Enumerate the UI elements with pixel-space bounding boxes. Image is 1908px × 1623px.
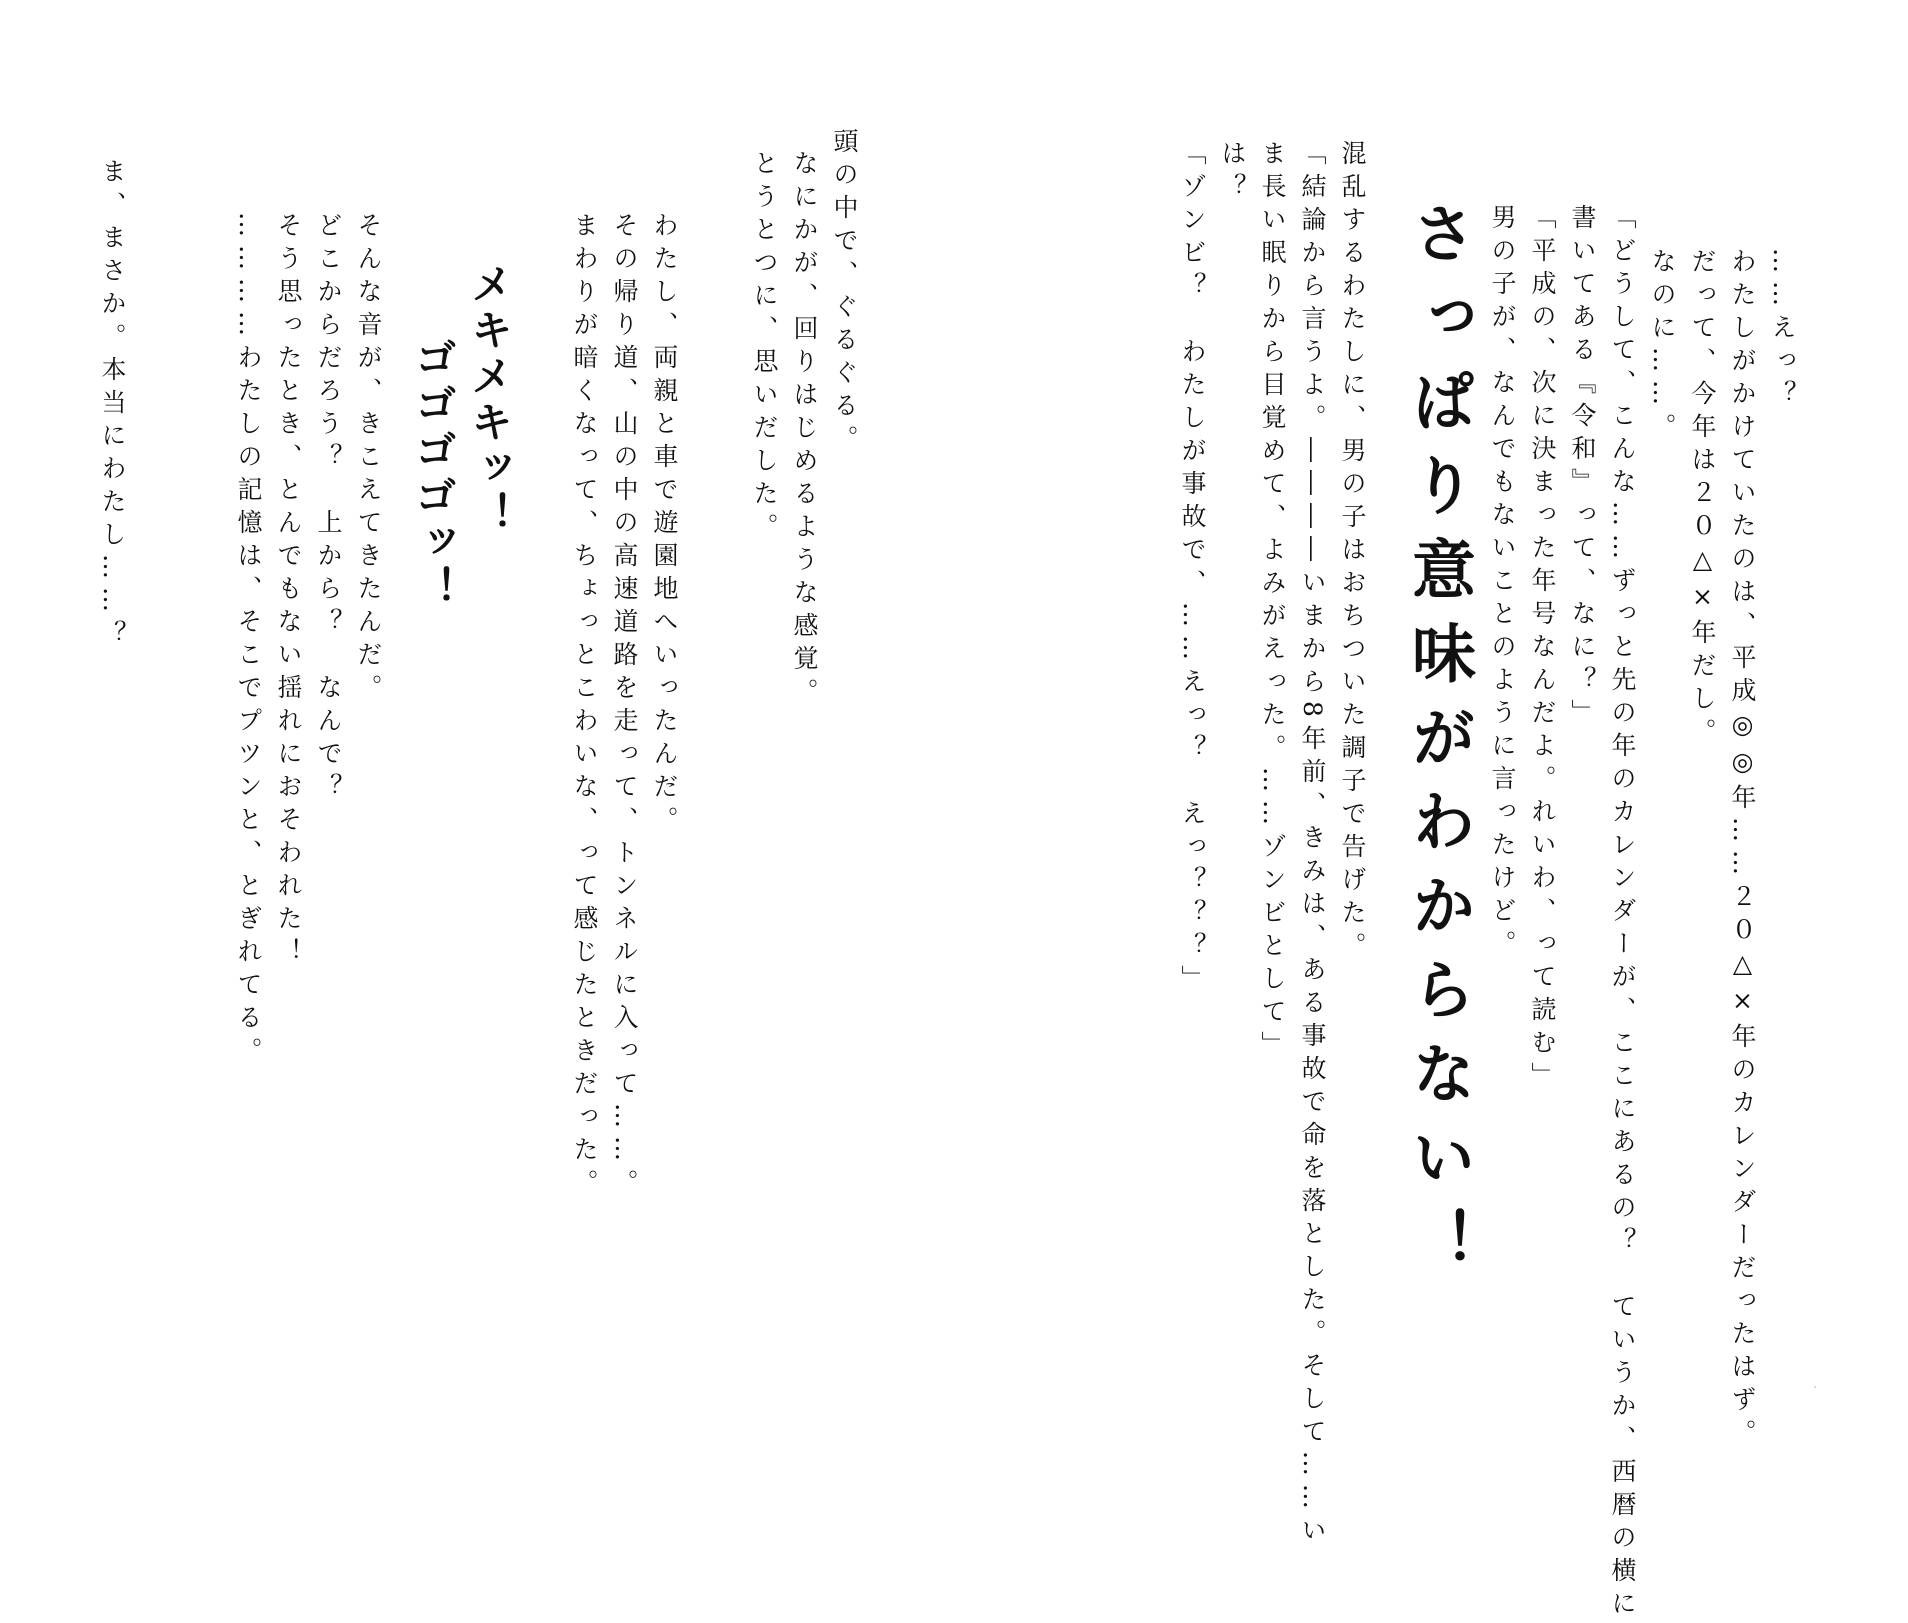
text-line: 混乱するわたしに、男の子はおちついた調子で告げた。 bbox=[1338, 140, 1367, 965]
text-line: ま、まさか。本当にわたし……？ bbox=[98, 158, 127, 653]
sound-effect: メキメキッ！ bbox=[465, 262, 514, 538]
text-line: だって、今年は２０△×年だし。 bbox=[1688, 248, 1717, 751]
page-folio: ' bbox=[1814, 1385, 1817, 1394]
text-line: 「結論から言うよ。――――いまから8年前、きみは、ある事故で命を落とした。そして……い bbox=[1298, 140, 1327, 1550]
text-line: その帰り道、山の中の高速道路を走って、トンネルに入って……。 bbox=[610, 212, 639, 1202]
text-line: は？ bbox=[1218, 140, 1247, 206]
text-line: ま長い眠りから目覚めて、よみがえった。……ゾンビとして」 bbox=[1258, 140, 1287, 1064]
text-line: 頭の中で、ぐるぐる。 bbox=[830, 128, 859, 458]
text-line: なにかが、回りはじめるような感覚。 bbox=[790, 150, 819, 711]
text-line: どこからだろう？ 上から？ なんで？ bbox=[314, 212, 343, 806]
text-line: なのに……。 bbox=[1648, 248, 1677, 446]
text-line: 「ゾンビ？ わたしが事故で、……えっ？ えっ？？？」 bbox=[1178, 140, 1207, 998]
text-line: とうとつに、思いだした。 bbox=[750, 150, 779, 546]
text-line: 「平成の、次に決まった年号なんだよ。れいわ、って読む」 bbox=[1528, 204, 1557, 1095]
sound-effect: ゴゴゴゴッ！ bbox=[409, 336, 458, 612]
text-line: そんな音が、きこえてきたんだ。 bbox=[354, 212, 383, 707]
text-line: 書いてある『令和』って、なに？」 bbox=[1568, 204, 1597, 732]
right-page bbox=[954, 0, 1908, 1623]
text-line: わたし、両親と車で遊園地へいったんだ。 bbox=[650, 212, 679, 839]
text-line: 男の子が、なんでもないことのように言ったけど。 bbox=[1488, 204, 1517, 963]
text-line: そう思ったとき、とんでもない揺れにおそわれた！ bbox=[274, 212, 303, 971]
text-line: 「どうして、こんな……ずっと先の年のカレンダーが、ここにあるの？ ていうか、西暦の横に bbox=[1608, 204, 1637, 1623]
left-page bbox=[0, 0, 954, 1475]
text-line: ……えっ？ bbox=[1768, 248, 1797, 413]
text-line: わたしがかけていたのは、平成◎◎年……２０△×年のカレンダーだったはず。 bbox=[1728, 248, 1757, 1452]
emphasis-heading: さっぱり意味がわからない！ bbox=[1401, 200, 1475, 1292]
text-line: まわりが暗くなって、ちょっとこわいな、って感じたときだった。 bbox=[570, 212, 599, 1202]
text-line: …………わたしの記憶は、そこでプツンと、とぎれてる。 bbox=[234, 212, 263, 1070]
